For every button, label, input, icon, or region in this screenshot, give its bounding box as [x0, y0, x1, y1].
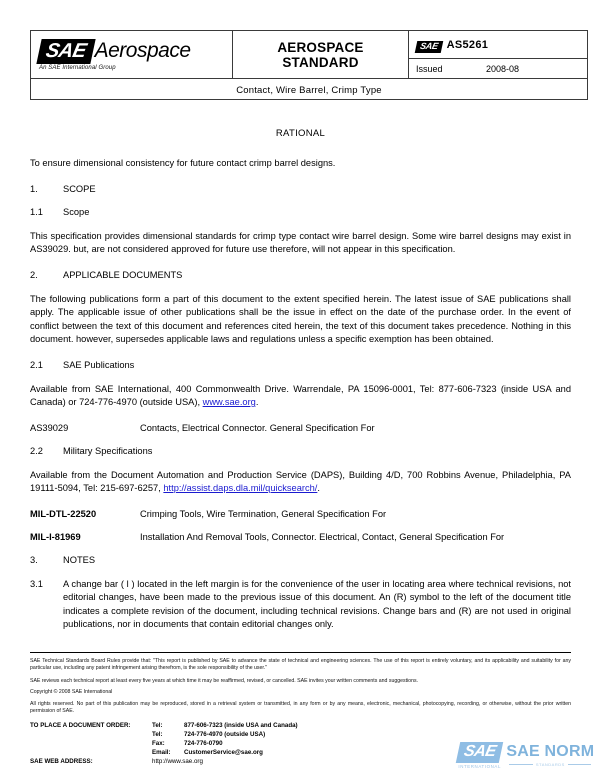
sae-aerospace-logo-cell [31, 31, 233, 79]
section-3-1-number: 3.1 [30, 578, 43, 589]
section-2-heading [30, 270, 571, 280]
fax-label: Fax: [152, 740, 165, 748]
reference-mil-dtl-22520-id: MIL-DTL-22520 [30, 508, 97, 519]
document-number-cell [409, 31, 588, 59]
document-header-table [30, 30, 588, 100]
reference-as39029-title: Contacts, Electrical Connector. General Specification For [140, 422, 375, 433]
standards-board-rules-text: SAE Technical Standards Board Rules provide that: "This report is published by SAE to advance the state of technical and engineering sciences. The use of this report is entirely voluntary, and its applicability and suitability for any particular use, including any patent infringement arising therefrom, is the sole responsibility of the user." [30, 658, 571, 672]
military-availability-text-end: . [317, 483, 320, 493]
section-2-title: APPLICABLE DOCUMENTS [63, 269, 183, 280]
reference-as39029-id: AS39029 [30, 422, 69, 433]
sae-norm-tagline-row [506, 762, 594, 767]
rational-heading: RATIONAL [275, 128, 326, 139]
order-row-tel1 [30, 721, 571, 730]
section-3-number: 3. [30, 554, 38, 565]
section-1-1-heading [30, 207, 571, 217]
sae-norm-tagline: STANDARDS [535, 761, 565, 767]
tel-label: Tel: [152, 722, 163, 730]
section-3-1-text: A change bar ( l ) located in the left margin is for the convenience of the user in locating area where technical revisions, not editorial changes, have been made to the previous issue of this document. An (R) symbol to the left of the document title indicates a complete revision of the document, including technical revisions. Change bars and (R) are not used in original publications, nor in documents that contain editorial changes only. [63, 578, 571, 629]
reference-mil-i-81969-id: MIL-I-81969 [30, 531, 81, 542]
sae-norm-wordmark: SAE NORM [506, 742, 595, 760]
section-2-number: 2. [30, 269, 38, 280]
daps-assist-link[interactable]: http://assist.daps.dla.mil/quicksearch/ [163, 483, 318, 493]
section-3-1-paragraph [30, 578, 571, 632]
sae-logo-mark: SAE [36, 39, 95, 64]
section-1-number: 1. [30, 183, 38, 194]
tagline-rule-right [568, 764, 591, 765]
section-3-title: NOTES [63, 554, 96, 565]
section-1-1-number: 1.1 [30, 206, 43, 217]
footer-divider [30, 652, 571, 653]
document-full-title: Contact, Wire Barrel, Crimp Type [236, 85, 382, 96]
tel2-label: Tel: [152, 731, 163, 739]
section-3-heading [30, 555, 571, 565]
document-type-cell [233, 31, 409, 79]
fax-value: 724-776-0790 [184, 740, 223, 748]
military-availability-text: Available from the Document Automation and Production Service (DAPS), Building 4/D, 700 Robbins Avenue, Philadelphia, PA 19111-5094, Tel: 215-697-6257, [30, 469, 571, 493]
rational-paragraph: To ensure dimensional consistency for future contact crimp barrel designs. [30, 158, 336, 168]
issued-date-cell [409, 59, 588, 79]
sae-availability-paragraph [30, 383, 571, 410]
sae-availability-text: Available from SAE International, 400 Commonwealth Drive. Warrendale, PA 15096-0001, Tel: 877-606-7323 (inside USA and Canada) or 724-776-4970 (outside USA), [30, 383, 571, 407]
section-1-1-title: Scope [63, 206, 90, 217]
sae-org-link[interactable]: www.sae.org [202, 397, 256, 407]
section-2-2-number: 2.2 [30, 445, 43, 456]
document-type-line2: STANDARD [282, 54, 359, 70]
reference-as39029 [30, 423, 571, 433]
section-1-title: SCOPE [63, 183, 96, 194]
document-number: AS5261 [446, 38, 489, 51]
reference-mil-dtl-22520 [30, 509, 571, 519]
section-2-1-number: 2.1 [30, 359, 43, 370]
sae-norm-international-subtitle: INTERNATIONAL [458, 763, 501, 769]
copyright-text: Copyright © 2008 SAE International [30, 689, 113, 696]
sae-web-address-value[interactable]: http://www.sae.org [152, 758, 203, 766]
email-value[interactable]: CustomerService@sae.org [184, 749, 263, 757]
section-2-1-heading [30, 360, 571, 370]
reference-mil-i-81969-title: Installation And Removal Tools, Connector. Electrical, Contact, General Specification For [140, 531, 505, 542]
section-1-heading [30, 184, 571, 194]
reference-mil-i-81969 [30, 532, 571, 542]
sae-availability-text-end: . [255, 397, 259, 407]
tel2-value: 724-776-4970 (outside USA) [184, 731, 266, 739]
reference-mil-dtl-22520-title: Crimping Tools, Wire Termination, General Specification For [140, 508, 387, 519]
military-availability-paragraph [30, 469, 571, 496]
sae-norm-watermark-logo [458, 737, 598, 773]
issued-label: Issued [416, 63, 443, 74]
tel-value: 877-606-7323 (inside USA and Canada) [184, 722, 298, 730]
aerospace-wordmark: Aerospace [94, 39, 191, 62]
section-1-1-paragraph: This specification provides dimensional standards for crimp type contact wire barrel design. Some wire barrel designs may exist in AS39029. but, are not considered approved for future use therefore, will not appear in this specification. [30, 230, 571, 254]
sae-international-group-subtitle: An SAE International Group [39, 64, 116, 71]
email-label: Email: [152, 749, 171, 757]
section-2-1-title: SAE Publications [63, 359, 135, 370]
place-order-label: TO PLACE A DOCUMENT ORDER: [30, 722, 131, 730]
section-2-intro-paragraph: The following publications form a part of this document to the extent specified herein. The latest issue of SAE publications shall apply. The applicable issue of other publications shall be the issue in effect on the date of the purchase order. In the event of conflict between the text of this document and references cited herein, the text of this document takes precedence. Nothing in this document. however, supersedes applicable laws and regulations unless a specific exemption has been obtained. [30, 293, 571, 344]
review-notice-text: SAE reviews each technical report at least every five years at which time it may be reaffirmed, revised, or cancelled. SAE invites your written comments and suggestions. [30, 677, 418, 684]
sae-small-logo-mark: SAE [415, 41, 443, 53]
all-rights-reserved-text: All rights reserved. No part of this publication may be reproduced, stored in a retrieval system or transmitted, in any form or by any means, electronic, mechanical, photocopying, recording, or otherwise, without the prior written permission of SAE. [30, 700, 571, 715]
document-full-title-cell [31, 79, 588, 100]
document-body [30, 128, 571, 645]
section-2-2-heading [30, 446, 571, 456]
sae-norm-logo-mark: SAE [456, 742, 504, 763]
document-type-line1: AEROSPACE [277, 39, 364, 55]
tagline-rule-left [509, 764, 532, 765]
section-2-2-title: Military Specifications [63, 445, 153, 456]
issued-date-value: 2008-08 [486, 63, 520, 74]
sae-web-address-label: SAE WEB ADDRESS: [30, 758, 93, 766]
